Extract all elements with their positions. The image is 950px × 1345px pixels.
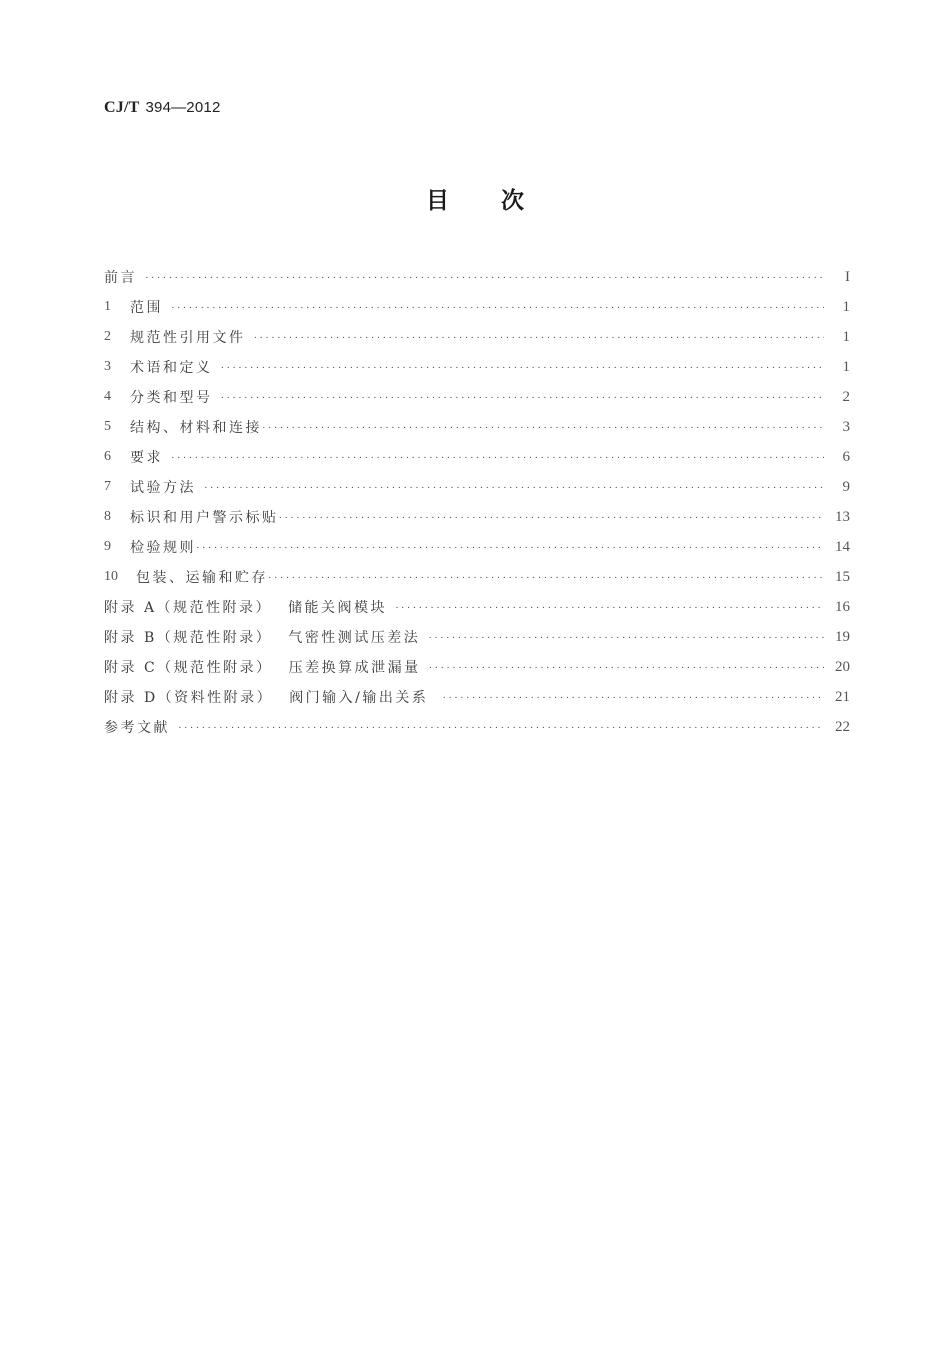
toc-leader-dots — [429, 662, 824, 674]
toc-label: 包装、运输和贮存 — [136, 570, 268, 586]
toc-label: 检验规则 — [130, 540, 196, 556]
toc-section-number: 5 — [104, 419, 111, 434]
toc-page-number: 20 — [835, 658, 850, 675]
title-char-2: 次 — [501, 188, 524, 214]
toc-leader-dots — [204, 482, 824, 494]
toc-entry-2[interactable] — [104, 322, 850, 352]
toc-leader-dots — [262, 422, 824, 434]
toc-section-number: 9 — [104, 539, 111, 554]
toc-leader-dots — [221, 362, 825, 374]
toc-leader-dots — [178, 722, 824, 734]
toc-entry-foreword[interactable] — [104, 262, 850, 292]
toc-entry-4[interactable] — [104, 382, 850, 412]
toc-label: 标识和用户警示标贴 — [130, 510, 279, 526]
toc-label: 气密性测试压差法 — [288, 630, 421, 646]
toc-label: 储能关阀模块 — [288, 600, 388, 616]
page-title — [0, 182, 950, 215]
toc-page-number: 22 — [835, 718, 850, 735]
toc-page-number: 6 — [842, 448, 850, 465]
toc-page-number: 14 — [835, 538, 850, 555]
toc-section-number: 1 — [104, 299, 111, 314]
toc-annex-prefix: 附录 D（资料性附录） — [104, 690, 274, 706]
toc-section-number: 8 — [104, 509, 111, 524]
toc-entry-1[interactable] — [104, 292, 850, 322]
toc-label: 要求 — [130, 450, 163, 466]
toc-entry-annex-a[interactable] — [104, 592, 850, 622]
table-of-contents — [104, 262, 850, 742]
toc-label: 术语和定义 — [130, 360, 213, 376]
standard-code — [104, 98, 220, 117]
toc-entry-9[interactable] — [104, 532, 850, 562]
toc-section-number: 3 — [104, 359, 111, 374]
toc-section-number: 7 — [104, 479, 111, 494]
toc-entry-annex-c[interactable] — [104, 652, 850, 682]
standard-number: 394—2012 — [145, 99, 221, 116]
toc-entry-annex-d[interactable] — [104, 682, 850, 712]
standard-prefix: CJ/T — [104, 99, 140, 116]
toc-label: 试验方法 — [130, 480, 196, 496]
toc-label: 前言 — [104, 270, 137, 286]
toc-entry-10[interactable] — [104, 562, 850, 592]
toc-leader-dots — [279, 512, 825, 524]
toc-section-number: 6 — [104, 449, 111, 464]
toc-page-number: 16 — [835, 598, 850, 615]
toc-page-number: I — [845, 268, 850, 285]
toc-leader-dots — [268, 572, 824, 584]
toc-entry-annex-b[interactable] — [104, 622, 850, 652]
toc-entry-3[interactable] — [104, 352, 850, 382]
toc-entry-6[interactable] — [104, 442, 850, 472]
toc-leader-dots — [171, 452, 824, 464]
toc-page-number: 15 — [835, 568, 850, 585]
toc-entry-5[interactable] — [104, 412, 850, 442]
toc-annex-prefix: 附录 C（规范性附录） — [104, 660, 273, 676]
toc-leader-dots — [395, 602, 824, 614]
toc-page-number: 2 — [842, 388, 850, 405]
toc-label: 参考文献 — [104, 720, 170, 736]
toc-leader-dots — [428, 632, 824, 644]
toc-label: 压差换算成泄漏量 — [288, 660, 421, 676]
toc-annex-prefix: 附录 B（规范性附录） — [104, 630, 273, 646]
toc-annex-prefix: 附录 A（规范性附录） — [104, 600, 273, 616]
toc-page-number: 1 — [842, 298, 850, 315]
toc-leader-dots — [196, 542, 824, 554]
toc-label: 规范性引用文件 — [130, 330, 246, 346]
toc-entry-7[interactable] — [104, 472, 850, 502]
toc-label: 阀门输入/输出关系 — [289, 690, 429, 706]
toc-section-number: 4 — [104, 389, 111, 404]
toc-page-number: 9 — [842, 478, 850, 495]
toc-page-number: 19 — [835, 628, 850, 645]
toc-label: 结构、材料和连接 — [130, 420, 262, 436]
toc-page-number: 1 — [842, 328, 850, 345]
toc-page-number: 1 — [842, 358, 850, 375]
title-char-1: 目 — [426, 188, 449, 214]
toc-entry-8[interactable] — [104, 502, 850, 532]
toc-leader-dots — [442, 692, 824, 704]
toc-label: 范围 — [130, 300, 163, 316]
toc-leader-dots — [145, 272, 824, 284]
toc-page-number: 13 — [835, 508, 850, 525]
toc-page-number: 21 — [835, 688, 850, 705]
toc-leader-dots — [254, 332, 825, 344]
toc-page-number: 3 — [842, 418, 850, 435]
toc-leader-dots — [171, 302, 824, 314]
toc-label: 分类和型号 — [130, 390, 213, 406]
toc-leader-dots — [221, 392, 825, 404]
toc-section-number: 10 — [104, 569, 118, 584]
toc-section-number: 2 — [104, 329, 111, 344]
toc-entry-bibliography[interactable] — [104, 712, 850, 742]
